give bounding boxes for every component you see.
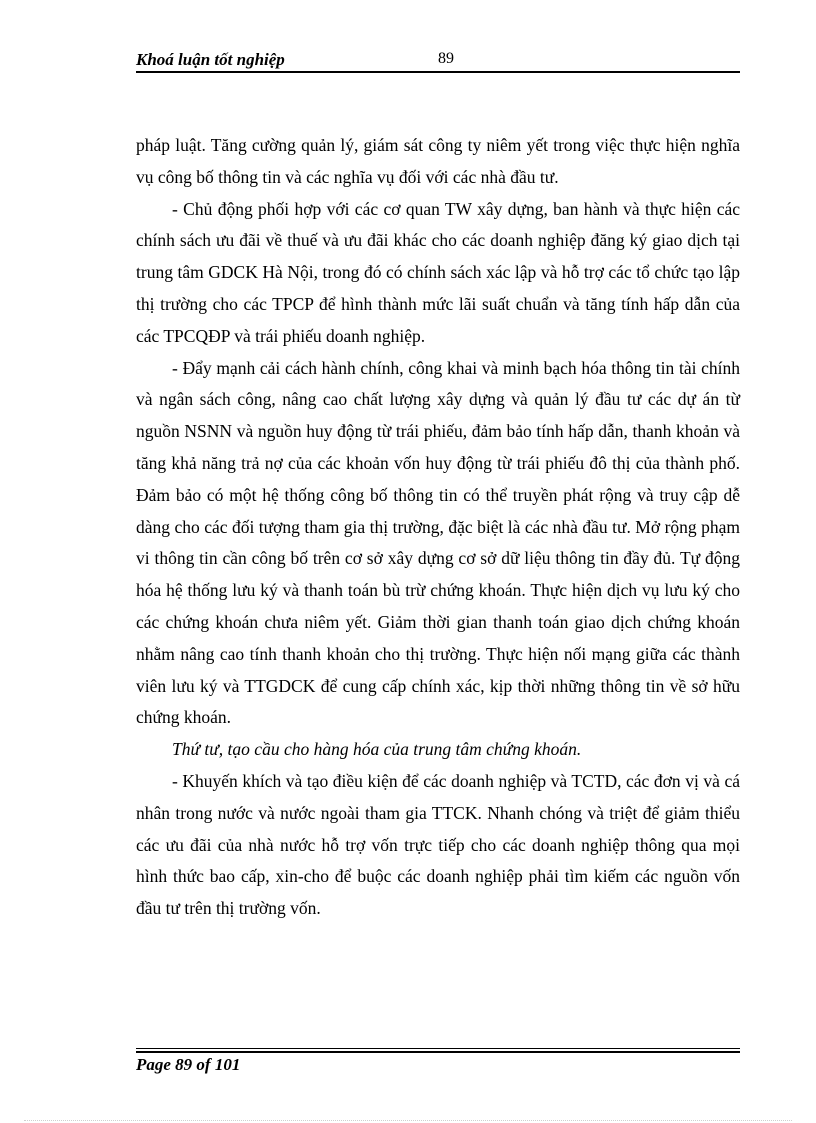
footer-rule-thin — [136, 1048, 740, 1049]
section-heading-fourth: Thứ tư, tạo cầu cho hàng hóa của trung tâm chứng khoán. — [172, 739, 582, 760]
page-edge-divider — [24, 1120, 792, 1121]
header-rule — [136, 71, 740, 73]
paragraph-continuation: pháp luật. Tăng cường quản lý, giám sát công ty niêm yết trong việc thực hiện nghĩa vụ công bố thông tin và các nghĩa vụ đối với các nhà đầu tư. — [136, 135, 740, 187]
paragraph-admin-reform: - Đẩy mạnh cải cách hành chính, công khai và minh bạch hóa thông tin tài chính và ngân sách công, nâng cao chất lượng xây dựng và quản lý đầu tư các dự án từ nguồn NSNN và nguồn huy động từ trái phiếu, đảm bảo tính hấp dẫn, thanh khoản và tăng khả năng trả nợ của các khoản vốn huy động từ trái phiếu đô thị của thành phố. Đảm bảo có một hệ thống công bố thông tin có thể truyền phát rộng và truy cập dễ dàng cho các đối tượng tham gia thị trường, đặc biệt là các nhà đầu tư. Mở rộng phạm vi thông tin cần công bố trên cơ sở xây dựng cơ sở dữ liệu thông tin đầy đủ. Tự động hóa hệ thống lưu ký và thanh toán bù trừ chứng khoán. Thực hiện dịch vụ lưu ký cho các chứng khoán chưa niêm yết. Giảm thời gian thanh toán giao dịch chứng khoán nhằm nâng cao tính thanh khoản cho thị trường. Thực hiện nối mạng giữa các thành viên lưu ký và TTGDCK để cung cấp chính xác, kịp thời những thông tin về sở hữu chứng khoán. — [136, 357, 740, 728]
paragraph-policy-coordination: - Chủ động phối hợp với các cơ quan TW xây dựng, ban hành và thực hiện các chính sách ưu đãi về thuế và ưu đãi khác cho các doanh nghiệp đăng ký giao dịch tại trung tâm GDCK Hà Nội, trong đó có chính sách xác lập và hỗ trợ các tổ chức tạo lập thị trường cho các TPCP để hình thành mức lãi suất chuẩn và tăng tính hấp dẫn của các TPCQĐP và trái phiếu doanh nghiệp. — [136, 198, 740, 346]
paragraph-encourage-participation: - Khuyến khích và tạo điều kiện để các doanh nghiệp và TCTD, các đơn vị và cá nhân trong nước và nước ngoài tham gia TTCK. Nhanh chóng và triệt để giảm thiểu các ưu đãi của nhà nước hỗ trợ vốn trực tiếp cho các doanh nghiệp thông qua mọi hình thức bao cấp, xin-cho để buộc các doanh nghiệp phải tìm kiếm các nguồn vốn đầu tư trên thị trường vốn. — [136, 770, 740, 919]
document-title: Khoá luận tốt nghiệp — [136, 50, 285, 69]
footer-rule-thick — [136, 1051, 740, 1053]
header-page-number: 89 — [438, 50, 454, 67]
page-footer: Page 89 of 101 — [136, 1055, 241, 1074]
body-text — [136, 130, 740, 925]
page-header — [136, 48, 740, 72]
